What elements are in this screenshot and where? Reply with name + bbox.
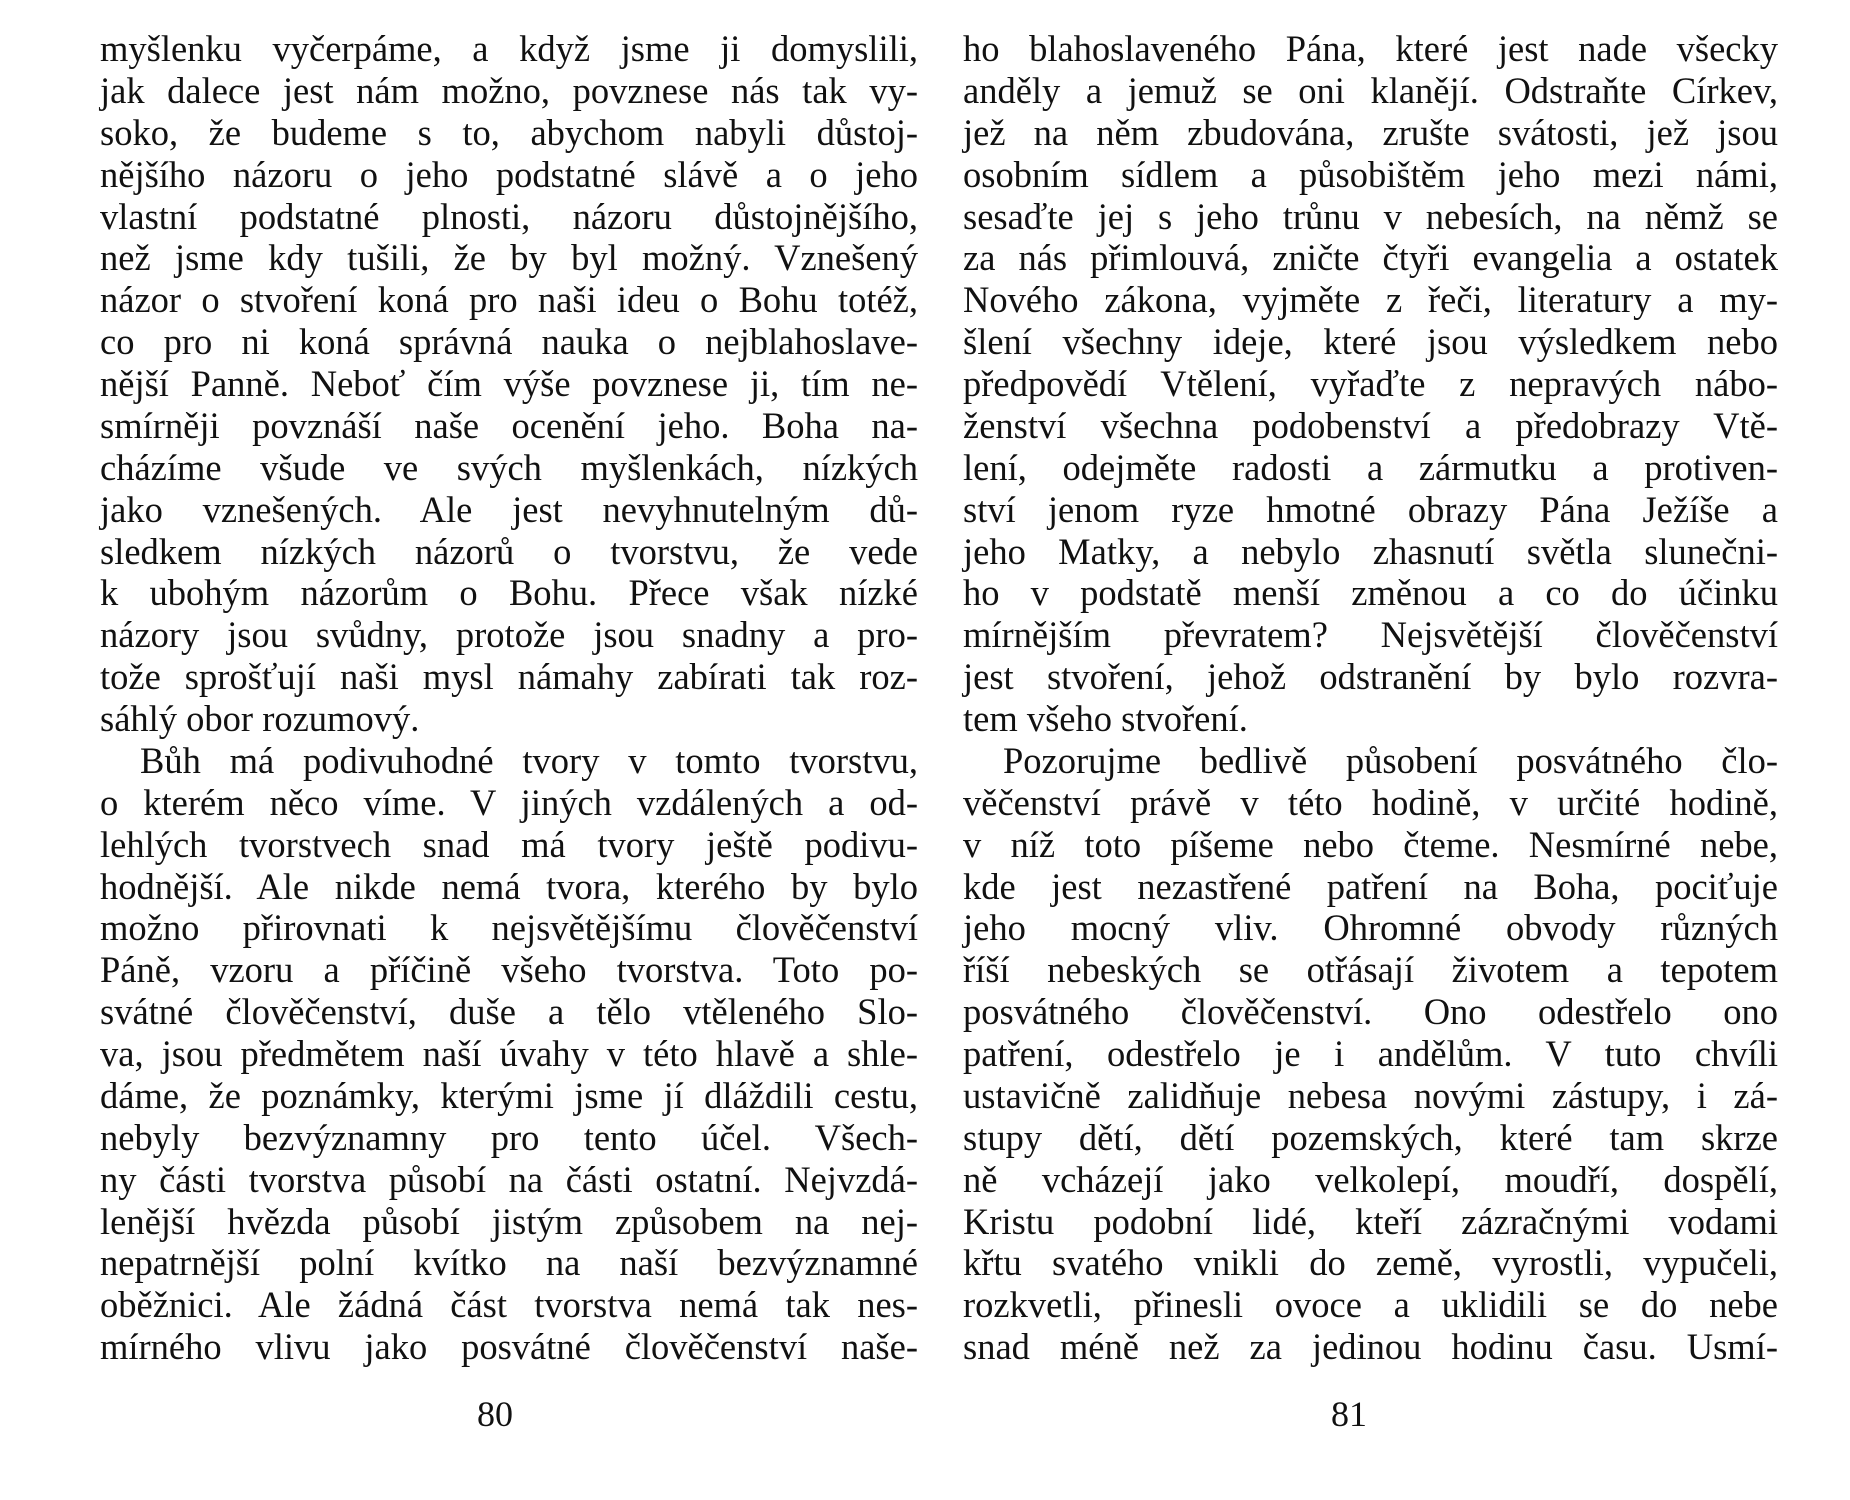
text-line: nepatrnější polní kvítko na naší bezvýznamné (100, 1242, 918, 1284)
text-line: dáme, že poznámky, kterými jsme jí dláždili cestu, (100, 1074, 918, 1116)
text-line: jako vznešených. Ale jest nevyhnutelným dů- (100, 488, 918, 530)
text-line: jest stvoření, jehož odstranění by bylo rozvra- (963, 656, 1778, 698)
text-line: říší nebeských se otřásají životem a tepotem (963, 949, 1778, 991)
text-line: stupy dětí, dětí pozemských, které tam skrze (963, 1116, 1778, 1158)
text-line: tože sprošťují naši mysl námahy zabírati tak roz- (100, 656, 918, 698)
text-line: věčenství právě v této hodině, v určité hodině, (963, 781, 1778, 823)
page-number-right: 81 (1331, 1394, 1367, 1434)
text-line: mírnějším převratem? Nejsvětější člověčenství (963, 614, 1778, 656)
text-line: než jsme kdy tušili, že by byl možný. Vznešený (100, 237, 918, 279)
text-line: kde jest nezastřené patření na Boha, pociťuje (963, 865, 1778, 907)
text-line: sesaďte jej s jeho trůnu v nebesích, na němž se (963, 195, 1778, 237)
left-page-text (100, 28, 918, 1368)
text-line: nebyly bezvýznamny pro tento účel. Všech- (100, 1116, 918, 1158)
right-page-text (963, 28, 1778, 1368)
text-line: lenější hvězda působí jistým způsobem na nej- (100, 1200, 918, 1242)
text-line: ství jenom ryze hmotné obrazy Pána Ježíše a (963, 488, 1778, 530)
text-line: jak dalece jest nám možno, povznese nás tak vy- (100, 69, 918, 111)
text-line: ho v podstatě menší změnou a co do účinku (963, 572, 1778, 614)
text-line: tem všeho stvoření. (963, 698, 1248, 739)
text-line: o kterém něco víme. V jiných vzdálených a od- (100, 781, 918, 823)
text-line: vlastní podstatné plnosti, názoru důstojnějšího, (100, 195, 918, 237)
text-line: názory jsou svůdny, protože jsou snadny a pro- (100, 614, 918, 656)
text-line: nějšího názoru o jeho podstatné slávě a o jeho (100, 153, 918, 195)
text-line: Bůh má podivuhodné tvory v tomto tvorstvu, (140, 739, 918, 781)
text-line: za nás přimlouvá, zničte čtyři evangelia a ostatek (963, 237, 1778, 279)
text-line: smírněji povznáší naše ocenění jeho. Boha na- (100, 404, 918, 446)
text-line: jeho mocný vliv. Ohromné obvody různých (963, 907, 1778, 949)
text-line: sledkem nízkých názorů o tvorstvu, že vede (100, 530, 918, 572)
text-line: Páně, vzoru a příčině všeho tvorstva. Toto po- (100, 949, 918, 991)
text-line: ho blahoslaveného Pána, které jest nade všecky (963, 28, 1778, 69)
text-line: hodnější. Ale nikde nemá tvora, kterého by bylo (100, 865, 918, 907)
text-line: osobním sídlem a působištěm jeho mezi námi, (963, 153, 1778, 195)
text-line: soko, že budeme s to, abychom nabyli důstoj- (100, 111, 918, 153)
text-line: lení, odejměte radosti a zármutku a protiven- (963, 446, 1778, 488)
text-line: myšlenku vyčerpáme, a když jsme ji domyslili, (100, 28, 918, 69)
text-line: ny části tvorstva působí na části ostatní. Nejvzdá- (100, 1158, 918, 1200)
text-line: mírného vlivu jako posvátné člověčenství naše- (100, 1326, 918, 1368)
text-line: Nového zákona, vyjměte z řeči, literatury a my- (963, 279, 1778, 321)
text-line: anděly a jemuž se oni klanějí. Odstraňte Církev, (963, 69, 1778, 111)
text-line: jež na něm zbudována, zrušte svátosti, jež jsou (963, 111, 1778, 153)
text-line: předpovědí Vtělení, vyřaďte z nepravých nábo- (963, 363, 1778, 404)
text-line: Pozorujme bedlivě působení posvátného člo- (1003, 739, 1778, 781)
text-line: ustavičně zalidňuje nebesa novými zástupy, i zá- (963, 1074, 1778, 1116)
text-line: nější Panně. Neboť čím výše povznese ji, tím ne- (100, 363, 918, 404)
text-line: možno přirovnati k nejsvětějšímu člověčenství (100, 907, 918, 949)
text-line: šlení všechny ideje, které jsou výsledkem nebo (963, 321, 1778, 363)
text-line: jeho Matky, a nebylo zhasnutí světla slunečni- (963, 530, 1778, 572)
text-line: v níž toto píšeme nebo čteme. Nesmírné nebe, (963, 823, 1778, 865)
text-line: ně vcházejí jako velkolepí, moudří, dospělí, (963, 1158, 1778, 1200)
text-line: posvátného člověčenství. Ono odestřelo ono (963, 991, 1778, 1033)
text-line: křtu svatého vnikli do země, vyrostli, vypučeli, (963, 1242, 1778, 1284)
text-line: lehlých tvorstvech snad má tvory ještě podivu- (100, 823, 918, 865)
text-line: va, jsou předmětem naší úvahy v této hlavě a shle- (100, 1033, 918, 1074)
text-line: co pro ni koná správná nauka o nejblahoslave- (100, 321, 918, 363)
text-line: snad méně než za jedinou hodinu času. Usmí- (963, 1326, 1778, 1368)
text-line: oběžnici. Ale žádná část tvorstva nemá tak nes- (100, 1284, 918, 1326)
text-line: cházíme všude ve svých myšlenkách, nízkých (100, 446, 918, 488)
text-line: svátné člověčenství, duše a tělo vtěleného Slo- (100, 991, 918, 1033)
text-line: sáhlý obor rozumový. (100, 698, 420, 739)
text-line: Kristu podobní lidé, kteří zázračnými vodami (963, 1200, 1778, 1242)
text-line: k ubohým názorům o Bohu. Přece však nízké (100, 572, 918, 614)
text-line: názor o stvoření koná pro naši ideu o Bohu totéž, (100, 279, 918, 321)
page-number-left: 80 (477, 1394, 513, 1434)
text-line: patření, odestřelo je i andělům. V tuto chvíli (963, 1033, 1778, 1074)
text-line: ženství všechna podobenství a předobrazy Vtě- (963, 404, 1778, 446)
text-line: rozkvetli, přinesli ovoce a uklidili se do nebe (963, 1284, 1778, 1326)
